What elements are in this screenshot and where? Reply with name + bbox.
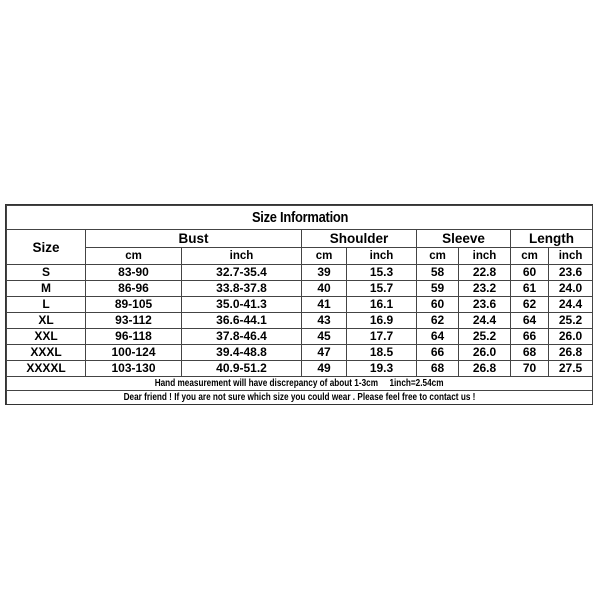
cell-bust-cm: 100-124 (86, 345, 182, 361)
cell-sleeve-inch: 26.8 (459, 361, 511, 377)
cell-length-cm: 66 (511, 329, 549, 345)
cell-shoulder-cm: 45 (302, 329, 347, 345)
cell-shoulder-inch: 17.7 (347, 329, 417, 345)
cell-bust-cm: 93-112 (86, 313, 182, 329)
unit-header: inch (549, 248, 593, 265)
sleeve-header: Sleeve (417, 230, 511, 248)
table-row (7, 329, 593, 345)
cell-bust-inch: 32.7-35.4 (182, 265, 302, 281)
unit-header: inch (459, 248, 511, 265)
cell-shoulder-inch: 15.3 (347, 265, 417, 281)
cell-sleeve-cm: 66 (417, 345, 459, 361)
cell-sleeve-cm: 64 (417, 329, 459, 345)
unit-header: cm (511, 248, 549, 265)
cell-bust-inch: 39.4-48.8 (182, 345, 302, 361)
cell-sleeve-cm: 59 (417, 281, 459, 297)
cell-sleeve-inch: 26.0 (459, 345, 511, 361)
cell-sleeve-cm: 62 (417, 313, 459, 329)
table-row (7, 313, 593, 329)
cell-bust-inch: 35.0-41.3 (182, 297, 302, 313)
note-row-contact (7, 391, 593, 405)
cell-sleeve-cm: 60 (417, 297, 459, 313)
group-header-row (7, 230, 593, 248)
size-label: XXL (7, 329, 86, 345)
cell-sleeve-cm: 68 (417, 361, 459, 377)
shoulder-header: Shoulder (302, 230, 417, 248)
cell-bust-cm: 103-130 (86, 361, 182, 377)
cell-bust-inch: 33.8-37.8 (182, 281, 302, 297)
cell-length-cm: 61 (511, 281, 549, 297)
cell-shoulder-inch: 16.1 (347, 297, 417, 313)
cell-shoulder-cm: 40 (302, 281, 347, 297)
cell-shoulder-inch: 19.3 (347, 361, 417, 377)
table-title: Size Information (48, 206, 552, 230)
table-row (7, 265, 593, 281)
cell-shoulder-inch: 18.5 (347, 345, 417, 361)
cell-sleeve-inch: 22.8 (459, 265, 511, 281)
cell-shoulder-cm: 41 (302, 297, 347, 313)
cell-bust-cm: 83-90 (86, 265, 182, 281)
cell-sleeve-cm: 58 (417, 265, 459, 281)
cell-length-inch: 27.5 (549, 361, 593, 377)
cell-bust-cm: 86-96 (86, 281, 182, 297)
cell-shoulder-cm: 39 (302, 265, 347, 281)
note-row-measurement (7, 377, 593, 391)
cell-length-cm: 60 (511, 265, 549, 281)
unit-header: cm (302, 248, 347, 265)
cell-length-inch: 24.4 (549, 297, 593, 313)
length-header: Length (511, 230, 593, 248)
size-header: Size (7, 230, 86, 265)
cell-shoulder-inch: 15.7 (347, 281, 417, 297)
cell-bust-inch: 40.9-51.2 (182, 361, 302, 377)
cell-length-cm: 70 (511, 361, 549, 377)
cell-sleeve-inch: 23.6 (459, 297, 511, 313)
table-row (7, 281, 593, 297)
size-rows (7, 265, 593, 377)
cell-length-inch: 25.2 (549, 313, 593, 329)
cell-length-inch: 24.0 (549, 281, 593, 297)
table-row (7, 345, 593, 361)
cell-shoulder-cm: 47 (302, 345, 347, 361)
cell-sleeve-inch: 24.4 (459, 313, 511, 329)
size-chart (5, 204, 593, 405)
cell-length-cm: 64 (511, 313, 549, 329)
cell-sleeve-inch: 25.2 (459, 329, 511, 345)
table-row (7, 297, 593, 313)
size-label: XXXL (7, 345, 86, 361)
unit-header: cm (86, 248, 182, 265)
unit-header: cm (417, 248, 459, 265)
cell-shoulder-inch: 16.9 (347, 313, 417, 329)
size-label: S (7, 265, 86, 281)
cell-length-inch: 23.6 (549, 265, 593, 281)
cell-shoulder-cm: 49 (302, 361, 347, 377)
bust-header: Bust (86, 230, 302, 248)
cell-shoulder-cm: 43 (302, 313, 347, 329)
cell-sleeve-inch: 23.2 (459, 281, 511, 297)
measurement-note: Hand measurement will have discrepancy of about 1-3cm (155, 378, 379, 389)
cell-bust-cm: 89-105 (86, 297, 182, 313)
size-table (6, 205, 593, 404)
cell-length-cm: 62 (511, 297, 549, 313)
contact-note: Dear friend ! If you are not sure which size you could wear . Please feel free to contact us ! (123, 392, 476, 403)
cell-length-inch: 26.8 (549, 345, 593, 361)
size-label: XXXXL (7, 361, 86, 377)
cell-bust-inch: 36.6-44.1 (182, 313, 302, 329)
cell-bust-cm: 96-118 (86, 329, 182, 345)
size-label: XL (7, 313, 86, 329)
size-label: M (7, 281, 86, 297)
unit-header: inch (347, 248, 417, 265)
size-label: L (7, 297, 86, 313)
conversion-note: 1inch=2.54cm (389, 378, 444, 389)
title-row (7, 206, 593, 230)
cell-length-cm: 68 (511, 345, 549, 361)
cell-length-inch: 26.0 (549, 329, 593, 345)
cell-bust-inch: 37.8-46.4 (182, 329, 302, 345)
table-row (7, 361, 593, 377)
unit-header-row (7, 248, 593, 265)
unit-header: inch (182, 248, 302, 265)
